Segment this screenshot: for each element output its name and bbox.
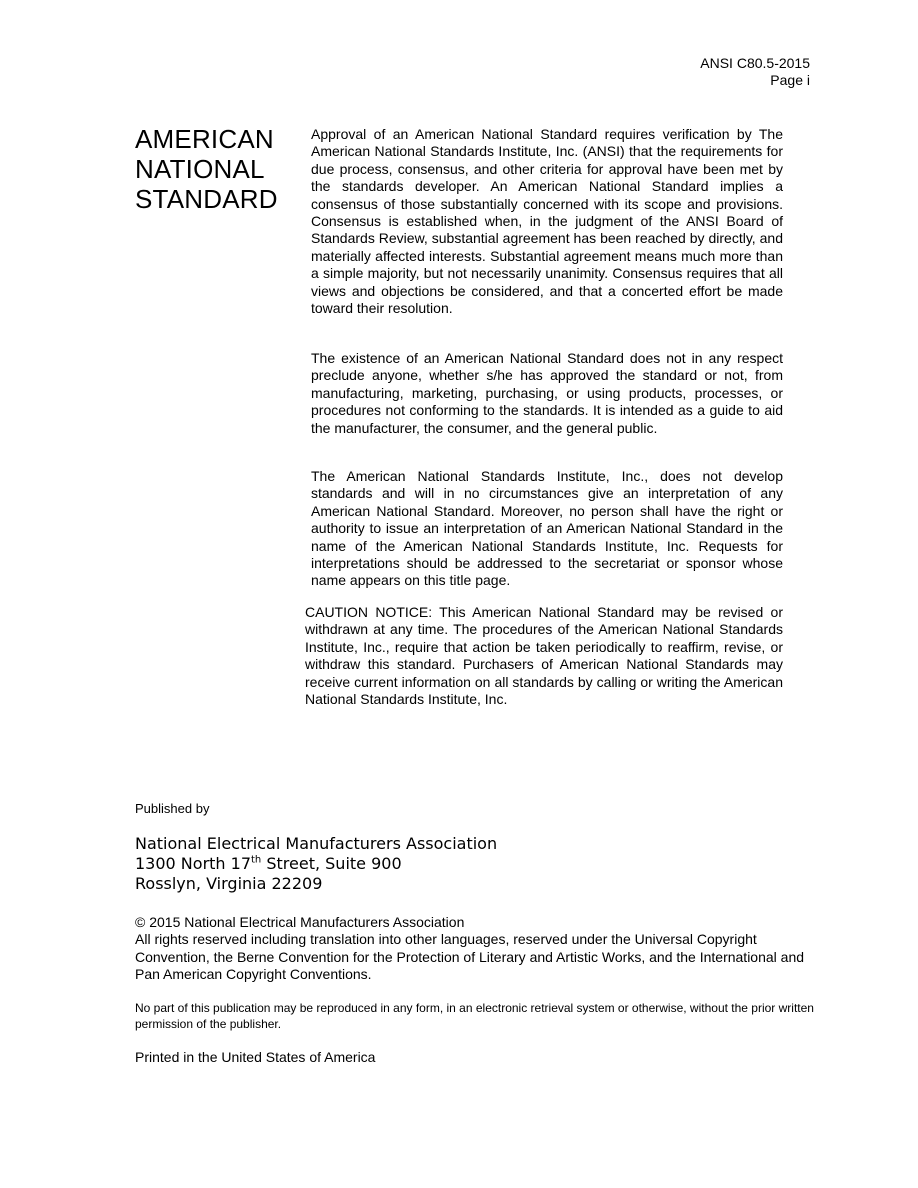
copyright-block xyxy=(135,914,815,984)
institute-paragraph: The American National Standards Institute, Inc., does not develop standards and will in no circumstances give an interpretation of any American National Standard. Moreover, no person shall have the right or authority to issue an interpretation of an American National Standard in the name of the American National Standards Institute, Inc. Requests for interpretations should be addressed to the secretariat or sponsor whose name appears on this title page. xyxy=(311,468,783,589)
printed-in: Printed in the United States of America xyxy=(135,1049,376,1065)
address-prefix: 1300 North 17 xyxy=(135,854,251,873)
caution-notice: CAUTION NOTICE: This American National Standard may be revised or withdrawn at any time. The procedures of the American National Standards Institute, Inc., require that action be taken periodically to reaffirm, revise, or withdraw this standard. Purchasers of American National Standards may receive current information on all standards by calling or writing the American National Standards Institute, Inc. xyxy=(305,604,783,708)
document-id: ANSI C80.5-2015 xyxy=(700,55,810,71)
approval-paragraph: Approval of an American National Standard requires verification by The American National Standards Institute, Inc. (ANSI) that the requirements for due process, consensus, and other criteria for approval have been met by the standards developer. An American National Standard implies a consensus of those substantially concerned with its scope and provisions. Consensus is established when, in the judgment of the ANSI Board of Standards Review, substantial agreement has been reached by directly, and materially affected interests. Substantial agreement means much more than a simple majority, but not necessarily unanimity. Consensus requires that all views and objections be considered, and that a concerted effort be made toward their resolution. xyxy=(311,126,783,317)
side-title-line: STANDARD xyxy=(135,184,278,214)
copyright-line: © 2015 National Electrical Manufacturers Association xyxy=(135,914,465,930)
publisher-city: Rosslyn, Virginia 22209 xyxy=(135,874,323,893)
side-title-line: AMERICAN xyxy=(135,124,274,154)
page-number: Page i xyxy=(770,72,810,88)
page-header xyxy=(700,55,810,89)
publisher-address xyxy=(135,854,497,874)
publisher-name: National Electrical Manufacturers Association xyxy=(135,834,498,853)
side-title-line: NATIONAL xyxy=(135,154,265,184)
rights-statement: All rights reserved including translation into other languages, reserved under the Universal Copyright Convention, the Berne Convention for the Protection of Literary and Artistic Works, and the International and Pan American Copyright Conventions. xyxy=(135,931,805,983)
reproduction-notice: No part of this publication may be reproduced in any form, in an electronic retrieval system or otherwise, without the prior written permission of the publisher. xyxy=(135,1001,814,1031)
published-by-label: Published by xyxy=(135,801,210,816)
existence-paragraph: The existence of an American National Standard does not in any respect preclude anyone, whether s/he has approved the standard or not, from manufacturing, marketing, purchasing, or using products, processes, or procedures not conforming to the standards. It is intended as a guide to aid the manufacturer, the consumer, and the general public. xyxy=(311,350,783,436)
address-ordinal: th xyxy=(251,854,262,866)
address-suffix: Street, Suite 900 xyxy=(261,854,402,873)
side-title xyxy=(135,124,300,214)
publisher-block xyxy=(135,834,497,894)
